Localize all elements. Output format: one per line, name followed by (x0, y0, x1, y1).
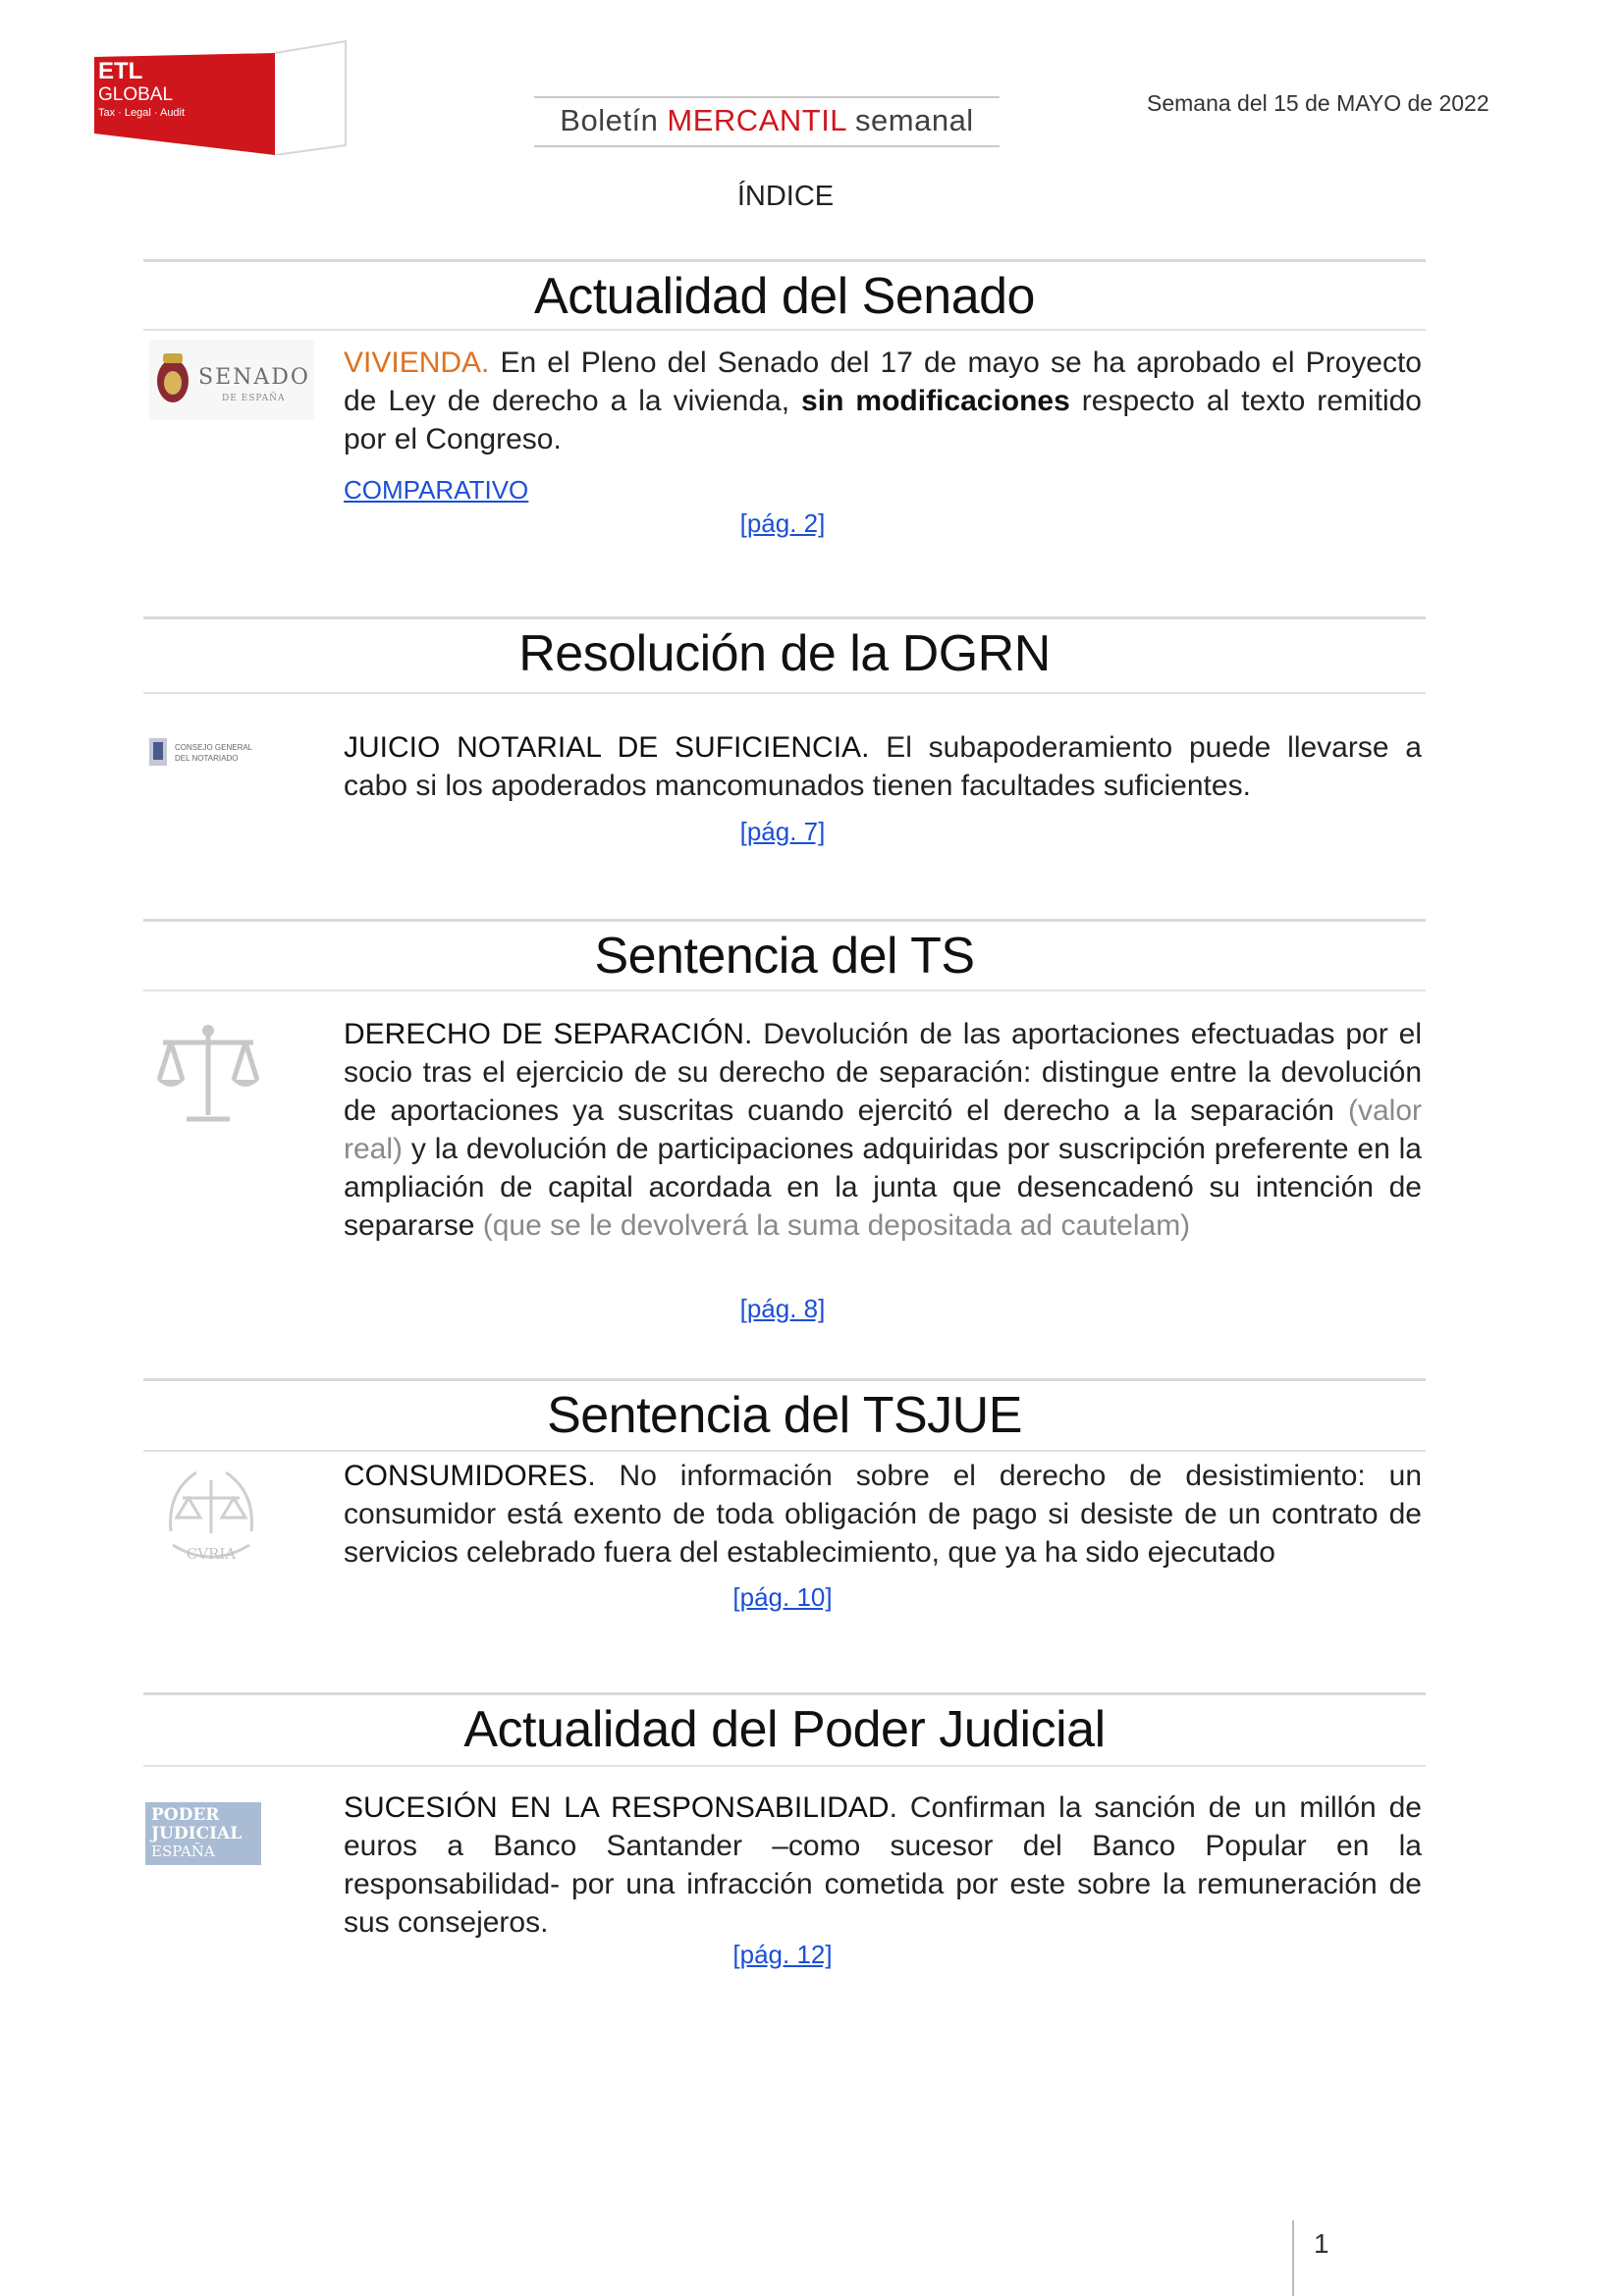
section-title: Actualidad del Poder Judicial (463, 1701, 1106, 1758)
page-number-rule (1292, 2220, 1294, 2296)
section-divider (143, 259, 1426, 262)
entry-aside-end: (que se le devolverá la suma depositada ad cautelam) (482, 1209, 1191, 1242)
section-title: Sentencia del TSJUE (547, 1387, 1022, 1444)
entry-text (344, 1789, 1422, 1942)
section-divider (143, 1450, 1426, 1452)
etl-global-logo (84, 39, 352, 155)
section-divider (143, 692, 1426, 694)
section-divider (143, 989, 1426, 991)
senado-logo-subtext: DE ESPAÑA (222, 394, 286, 403)
section-title: Sentencia del TS (594, 928, 975, 985)
page-link-8[interactable]: [pág. 8] (739, 1294, 826, 1323)
section-divider (143, 1692, 1426, 1695)
entry-keyword: SUCESIÓN EN LA RESPONSABILIDAD (344, 1791, 890, 1824)
senado-logo (149, 340, 314, 420)
senado-logo-text: SENADO (198, 365, 310, 390)
notariado-logo (147, 734, 267, 774)
section-divider (143, 329, 1426, 331)
entry-body-end: respecto al texto remitido por el Congreso. (344, 385, 1422, 455)
page-link-2[interactable]: [pág. 2] (739, 508, 826, 538)
bulletin-prefix: Boletín (560, 103, 668, 137)
entry-text (344, 1457, 1422, 1572)
poder-judicial-line3: ESPAÑA (151, 1842, 215, 1860)
entry-bold: sin modificaciones (801, 385, 1070, 417)
poder-judicial-line2: JUDICIAL (151, 1824, 243, 1843)
section-divider (143, 919, 1426, 922)
logo-line2: GLOBAL (98, 84, 174, 105)
section-divider (143, 1378, 1426, 1381)
entry-keyword: CONSUMIDORES (344, 1460, 588, 1492)
page-number: 1 (1314, 2228, 1329, 2259)
section-title: Actualidad del Senado (534, 268, 1035, 325)
poder-judicial-logo (145, 1802, 261, 1865)
poder-judicial-line1: PODER (151, 1805, 220, 1825)
notariado-logo-subtext: DEL NOTARIADO (175, 754, 239, 763)
page-link-12[interactable]: [pág. 12] (732, 1940, 833, 1969)
entry-keyword: DERECHO DE SEPARACIÓN (344, 1018, 744, 1050)
index-heading: ÍNDICE (736, 181, 835, 212)
entry-text (344, 728, 1422, 805)
entry-keyword: JUICIO NOTARIAL DE SUFICIENCIA. (344, 731, 870, 764)
logo-line1: ETL (98, 58, 143, 84)
curia-logo-text: CVRIA (186, 1545, 237, 1563)
entry-body: . Devolución de las aportaciones efectuadas por el socio tras el ejercicio de su derecho de separación: distingue entre la devolución de aportaciones ya suscritas cuando ejercitó el derecho a la separación (344, 1018, 1422, 1127)
comparativo-link[interactable]: COMPARATIVO (344, 475, 529, 505)
scales-icon (153, 1021, 263, 1129)
entry-text (344, 344, 1422, 458)
page-link-10[interactable]: [pág. 10] (732, 1582, 833, 1612)
bulletin-highlight: MERCANTIL (667, 103, 846, 137)
bulletin-suffix: semanal (845, 103, 974, 137)
week-label: Semana del 15 de MAYO de 2022 (1147, 90, 1489, 116)
section-divider (143, 1765, 1426, 1767)
entry-body-cont: y la devolución de participaciones adquiridas por suscripción preferente en la ampliación de capital acordada en la junta que desencadenó su intención de separarse (344, 1133, 1422, 1242)
section-title: Resolución de la DGRN (518, 625, 1051, 682)
curia-logo (157, 1463, 265, 1576)
entry-text (344, 1015, 1422, 1245)
notariado-logo-text: CONSEJO GENERAL (175, 743, 253, 752)
logo-line3: Tax · Legal · Audit (98, 107, 186, 119)
bulletin-title (534, 96, 1000, 147)
entry-aside: (valor real) (344, 1095, 1422, 1165)
section-divider (143, 616, 1426, 619)
entry-keyword: VIVIENDA. (344, 347, 490, 379)
entry-body: El subapoderamiento puede llevarse a cabo si los apoderados mancomunados tienen facultades suficientes. (344, 731, 1422, 802)
entry-body: En el Pleno del Senado del 17 de mayo se ha aprobado el Proyecto de Ley de derecho a la vivienda, (344, 347, 1422, 417)
entry-body: . Confirman la sanción de un millón de euros a Banco Santander –como sucesor del Banco Popular en la responsabilidad- por una infracción cometida por este sobre la remuneración de sus consejeros. (344, 1791, 1422, 1939)
page-link-7[interactable]: [pág. 7] (739, 817, 826, 846)
entry-body: . No información sobre el derecho de desistimiento: un consumidor está exento de toda obligación de pago si desiste de un contrato de servicios celebrado fuera del establecimiento, que ya ha sido ejecutado (344, 1460, 1422, 1569)
